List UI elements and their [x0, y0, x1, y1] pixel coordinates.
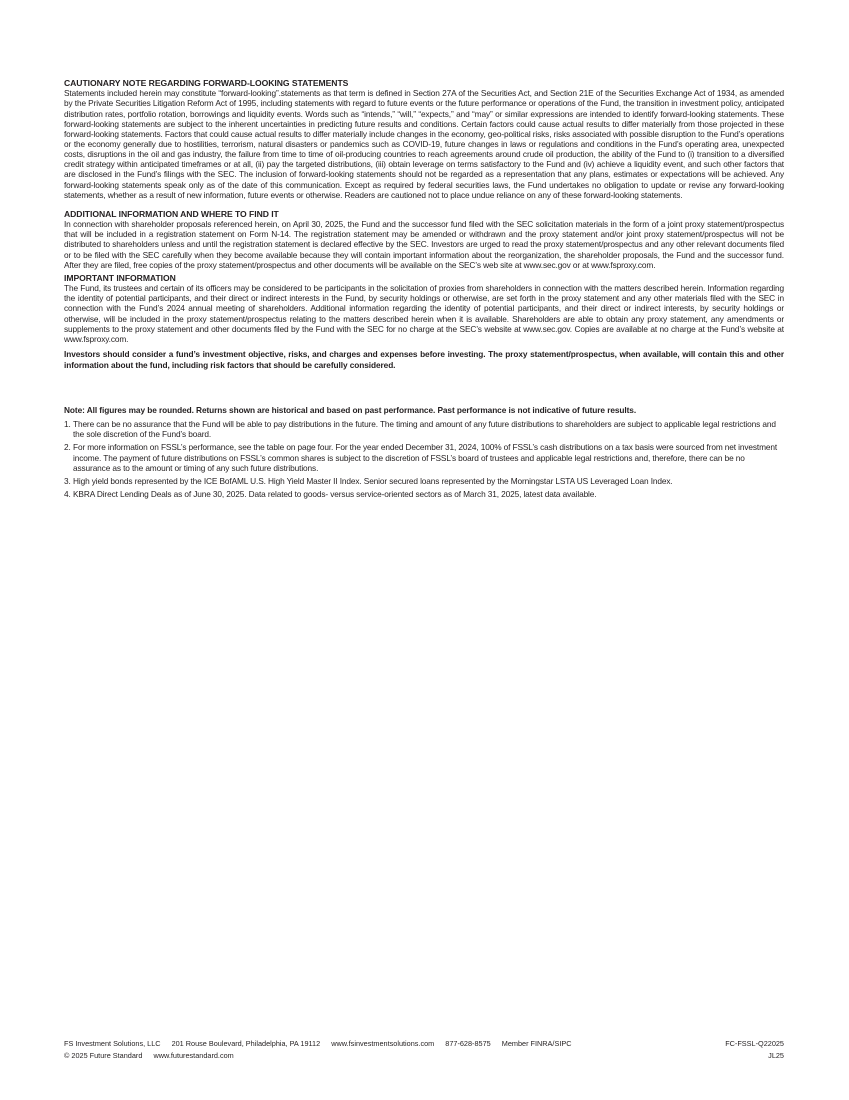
footer-code-2: JL25: [768, 1050, 784, 1060]
note-item: [64, 476, 784, 486]
footer-code-1: FC-FSSL-Q22025: [725, 1039, 784, 1048]
important-heading: IMPORTANT INFORMATION: [64, 272, 176, 283]
footer-left: [64, 1038, 784, 1061]
document-content: [64, 78, 784, 502]
additional-heading: ADDITIONAL INFORMATION AND WHERE TO FIND IT: [64, 208, 279, 219]
note-number: 1.: [64, 419, 71, 430]
investors-notice: Investors should consider a fund’s investment objective, risks, and charges and expenses before investing. The proxy statement/prospectus, when available, will contain this and other information about the fund, including risk factors that should be carefully considered.: [64, 349, 784, 371]
note-item: [64, 419, 784, 439]
footer-company: FS Investment Solutions, LLC: [64, 1039, 161, 1048]
note-text: KBRA Direct Lending Deals as of June 30, 2025. Data related to goods- versus service-oriented sectors as of March 31, 2025, latest data available.: [73, 488, 597, 499]
footer-address: 201 Rouse Boulevard, Philadelphia, PA 19112: [171, 1039, 321, 1048]
additional-section: [64, 209, 784, 270]
note-number: 3.: [64, 475, 71, 486]
note-text: For more information on FSSL’s performance, see the table on page four. For the year ended December 31, 2024, 100% of FSSL’s cash distributions on a tax basis were sourced from net investment income. The payment of future distributions on FSSL’s common shares is subject to the discretion of FSSL’s board of trustees and applicable legal restrictions and, therefore, there can be no assurance as to the amount or timing of any such future distributions.: [73, 442, 778, 473]
footer-line-2: [64, 1050, 784, 1062]
cautionary-section: [64, 78, 784, 200]
notes-list: [64, 419, 784, 499]
note-number: 4.: [64, 488, 71, 499]
footer-phone: 877-628-8575: [445, 1039, 491, 1048]
footer-copyright: © 2025 Future Standard: [64, 1050, 143, 1060]
note-text: High yield bonds represented by the ICE BofAML U.S. High Yield Master II Index. Senior secured loans represented by the Morningstar LSTA US Leveraged Loan Index.: [73, 475, 673, 486]
footer-member: Member FINRA/SIPC: [501, 1039, 572, 1048]
note-item: [64, 442, 784, 472]
notes-title: Note: All figures may be rounded. Returns shown are historical and based on past performance. Past performance is not indicative of future results.: [64, 405, 637, 416]
important-section: [64, 273, 784, 371]
additional-body: In connection with shareholder proposals referenced herein, on April 30, 2025, the Fund and the successor fund filed with the SEC solicitation materials in the form of a joint proxy statement/prospectus that will be included in a registration statement on Form N-14. The registration statement may be amended or withdrawn and the proxy statement and/or joint proxy statement/prospectus will not be distributed to shareholders unless and until the registration statement is declared effective by the SEC. Investors are urged to read the proxy statement/prospectus and any other relevant documents filed or to be filed with the SEC carefully when they become available because they will contain important information about the reorganization, the shareholder proposals, the Fund and the successor fund. After they are filed, free copies of the proxy statement/prospectus and other documents will be available on the SEC’s web site at www.sec.gov or at www.fsproxy.com.: [64, 219, 784, 270]
cautionary-heading: CAUTIONARY NOTE REGARDING FORWARD-LOOKING STATEMENTS: [64, 78, 349, 88]
note-text: There can be no assurance that the Fund will be able to pay distributions in the future. The timing and amount of any future distributions to shareholders are subject to applicable legal restrictions and the sole discretion of the Fund’s board.: [73, 419, 776, 440]
important-body: The Fund, its trustees and certain of its officers may be considered to be participants in the solicitation of proxies from shareholders in connection with the matters described herein. Information regarding the identity of potential participants, and their direct or indirect interests in the Fund, by security holdings or otherwise, are set forth in the proxy statement and any other materials filed with the SEC in connection with the Fund’s 2024 annual meeting of shareholders. Additional information regarding the identity of potential participants, and their direct or indirect interests, by security holdings or otherwise, will be included in the proxy statement/prospectus relating to the matters described herein when it is available. Shareholders are able to obtain any proxy statement, any amendments or supplements to the proxy statement and other documents filed by the Fund with the SEC for no charge at the SEC’s website at www.sec.gov. Copies are available at no charge at the Fund’s website at www.fsproxy.com.: [64, 283, 784, 344]
footer-line-1: [64, 1038, 784, 1050]
footer-website-2: www.futurestandard.com: [153, 1050, 234, 1060]
note-item: [64, 489, 784, 499]
footer-website: www.fsinvestmentsolutions.com: [331, 1039, 435, 1048]
cautionary-body: Statements included herein may constitute “forward-looking”.statements as that term is defined in Section 27A of the Securities Act, and Section 21E of the Securities Exchange Act of 1934, as amended by the Private Securities Litigation Reform Act of 1995, including statements with regard to future events or the future performance or operations of the Fund, the transition in investment policy, anticipated distribution rates, portfolio rotation, borrowings and liquidity events. Words such as “intends,” “will,” “expects,” and “may” or similar expressions are intended to identify forward-looking statements. These forward-looking statements are subject to the inherent uncertainties in predicting future results and conditions. Certain factors could cause actual results to differ materially from those projected in these forward-looking statements. Factors that could cause actual results to differ materially include changes in the economy, geo-political risks, risks associated with possible disruption to the Fund’s operations or the economy generally due to hostilities, terrorism, natural disasters or pandemics such as COVID-19, future changes in laws or regulations and conditions in the Fund’s operating area, unexpected costs, disruptions in the oil and gas industry, the failure from time to time of oil-producing countries to reach agreements around crude oil production, the ability of the Fund to (i) transition to a diversified credit strategy within anticipated timeframes or at all, (ii) pay the targeted distributions, (iii) obtain leverage on terms satisfactory to the Fund and (iv) achieve a liquidity event, and such other factors that are disclosed in the Fund’s filings with the SEC. The inclusion of forward-looking statements should not be regarded as a representation that any plans, estimates or expectations will be achieved. Any forward-looking statements speak only as of the date of this communication. Except as required by federal securities laws, the Fund undertakes no obligation to update or revise any forward-looking statements, whether as a result of new information, future events or otherwise. Readers are cautioned not to place undue reliance on any of these forward-looking statements.: [64, 88, 784, 200]
footer-right: [725, 1038, 784, 1061]
page-footer: [64, 1038, 784, 1061]
note-number: 2.: [64, 442, 71, 453]
